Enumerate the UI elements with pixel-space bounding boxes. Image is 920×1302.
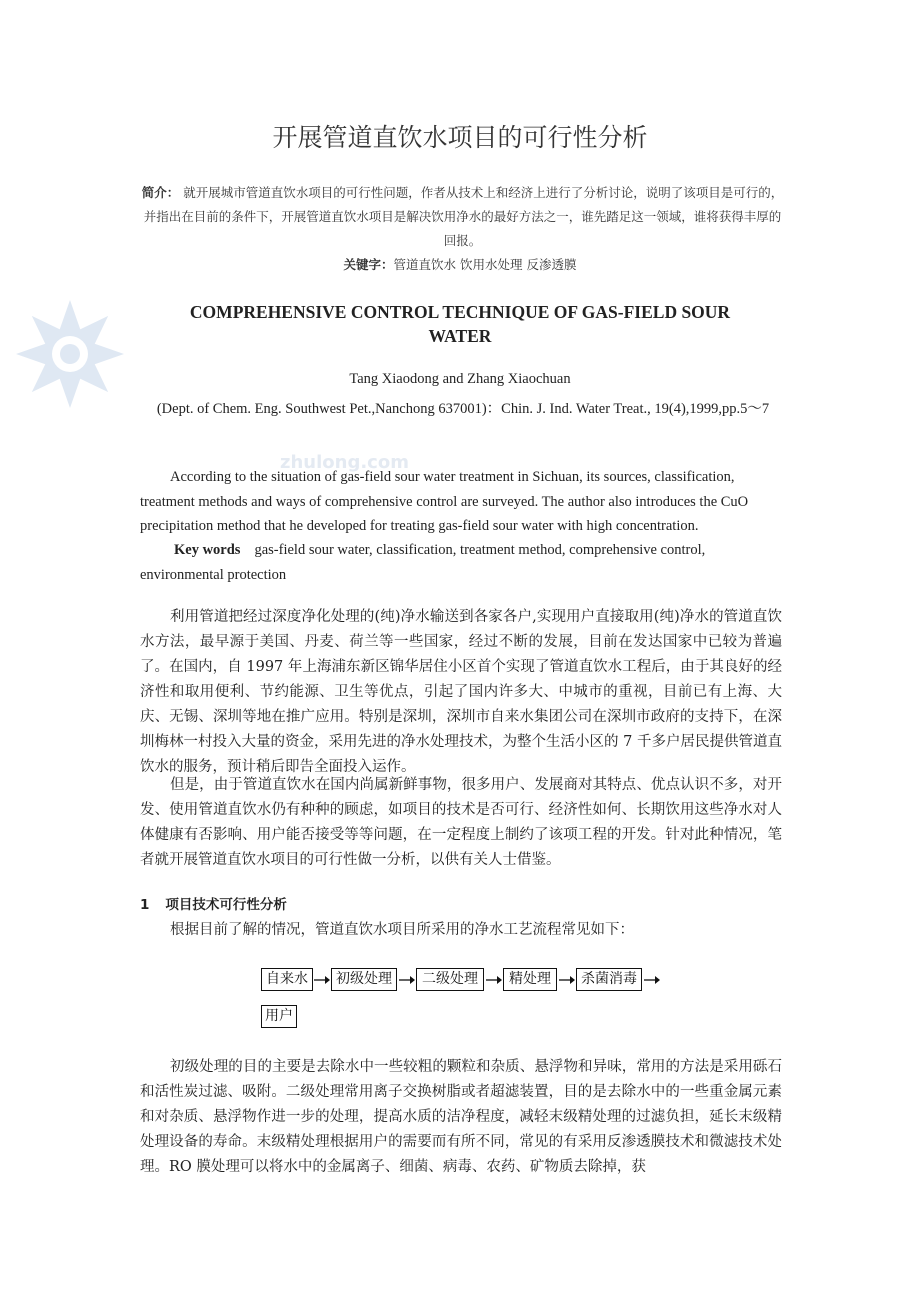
- arrow-right-icon: [313, 974, 331, 986]
- arrow-right-icon: [398, 974, 416, 986]
- keywords-cn-text: 管道直饮水 饮用水处理 反渗透膜: [393, 257, 577, 272]
- abstract-cn-label: 简介：: [141, 185, 180, 200]
- arrow-right-icon: [485, 974, 503, 986]
- keywords-cn-label: 关键字：: [343, 257, 394, 272]
- flow-step-sterilize: 杀菌消毒: [576, 968, 642, 991]
- flow-step-secondary: 二级处理: [416, 968, 484, 991]
- flow-step-primary: 初级处理: [331, 968, 397, 991]
- process-flow-diagram: [261, 968, 681, 1038]
- page-title: 开展管道直饮水项目的可行性分析: [272, 123, 648, 152]
- section-heading-1: [140, 893, 287, 913]
- flow-step-fine: 精处理: [503, 968, 557, 991]
- flow-step-tap-water: 自来水: [261, 968, 313, 991]
- english-keywords-label: Key words: [174, 542, 241, 558]
- section-title: 项目技术可行性分析: [165, 897, 287, 913]
- english-abstract: According to the situation of gas-field sour water treatment in Sichuan, its sources, classification, treatment methods and ways of comprehensive control are surveyed. The author also introduces the CuO precipitation method that he developed for treating gas-field sour water with high concentration.: [140, 469, 749, 534]
- watermark-text: zhulong.com: [280, 452, 409, 473]
- body-paragraph-3: 初级处理的目的主要是去除水中一些较粗的颗粒和杂质、悬浮物和异味，常用的方法是采用砾石和活性炭过滤、吸附。二级处理常用离子交换树脂或者超滤装置，目的是去除水中的一些重金属元素和对杂质、悬浮物作进一步的处理，提高水质的洁净程度，减轻末级精处理的过滤负担，延长末级精处理设备的寿命。末级精处理根据用户的需要而有所不同，常见的有采用反渗透膜技术和微滤技术处理。RO 膜处理可以将水中的金属离子、细菌、病毒、农药、矿物质去除掉，获: [140, 1059, 782, 1175]
- arrow-right-icon: [558, 974, 576, 986]
- flow-step-user: 用户: [261, 1005, 297, 1028]
- flow-intro: 根据目前了解的情况，管道直饮水项目所采用的净水工艺流程常见如下：: [170, 922, 634, 938]
- body-paragraph-1: 利用管道把经过深度净化处理的(纯)净水输送到各家各户,实现用户直接取用(纯)净水的管道直饮水方法，最早源于美国、丹麦、荷兰等一些国家，经过不断的发展，目前在发达国家中已较为普遍了。在国内，自 1997 年上海浦东新区锦华居住小区首个实现了管道直饮水工程后，由于其良好的经济性和取用便利、节约能源、卫生等优点，引起了国内许多大、中城市的重视，目前已有上海、大庆、无锡、深圳等地在推广应用。特别是深圳，深圳市自来水集团公司在深圳市政府的支持下，在深圳梅林一村投入大量的资金，采用先进的净水处理技术，为整个生活小区的 7 千多户居民提供管道直饮水的服务，预计稍后即告全面投入运作。: [140, 609, 782, 775]
- english-authors: Tang Xiaodong and Zhang Xiaochuan: [349, 371, 571, 387]
- arrow-right-icon: [643, 974, 661, 986]
- body-paragraph-2: 但是，由于管道直饮水在国内尚属新鲜事物，很多用户、发展商对其特点、优点认识不多，对开发、使用管道直饮水仍有种种的顾虑，如项目的技术是否可行、经济性如何、长期饮用这些净水对人体健康有否影响、用户能否接受等等问题，在一定程度上制约了该项工程的开发。针对此种情况，笔者就开展管道直饮水项目的可行性做一分析，以供有关人士借鉴。: [140, 777, 782, 868]
- abstract-cn-text: 就开展城市管道直饮水项目的可行性问题，作者从技术上和经济上进行了分析讨论，说明了该项目是可行的，并指出在目前的条件下，开展管道直饮水项目是解决饮用净水的最好方法之一，谁先踏足这一领域，谁将获得丰厚的回报。: [143, 185, 784, 248]
- section-number: 1: [140, 897, 150, 913]
- english-keywords: [140, 538, 790, 587]
- english-title: COMPREHENSIVE CONTROL TECHNIQUE OF GAS-FIELD SOUR WATER: [189, 302, 731, 346]
- english-keywords-text: gas-field sour water, classification, treatment method, comprehensive control, environmental protection: [140, 542, 706, 583]
- abstract-cn: [140, 181, 785, 253]
- keywords-cn: [0, 255, 920, 273]
- english-affiliation: (Dept. of Chem. Eng. Southwest Pet.,Nanchong 637001)：Chin. J. Ind. Water Treat., 19(4),1999,pp.5～7: [156, 401, 770, 417]
- watermark-logo-icon: [14, 298, 126, 410]
